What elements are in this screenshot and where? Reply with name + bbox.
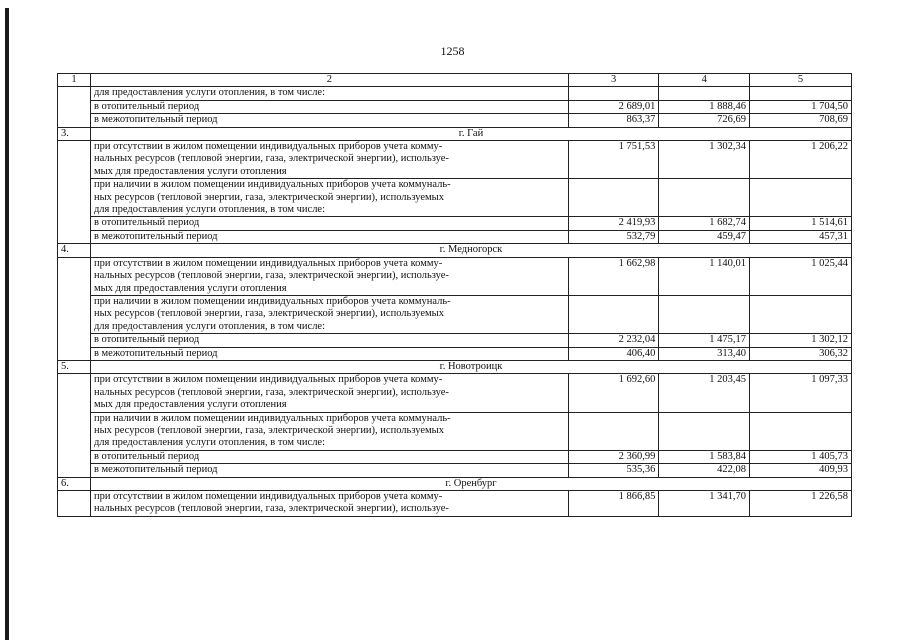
value-cell-col5	[750, 412, 852, 450]
row-index: 3.	[58, 127, 91, 140]
value-cell-col4: 1 341,70	[659, 491, 750, 517]
table-row	[58, 347, 852, 360]
value-cell-col5: 1 025,44	[750, 257, 852, 295]
table-row	[58, 100, 852, 113]
row-index: 5.	[58, 360, 91, 373]
row-label: при отсутствии в жилом помещении индивидуальных приборов учета комму- нальных ресурсов (тепловой энергии, газа, электрической энергии), используе-	[90, 491, 568, 517]
value-cell-col4: 1 475,17	[659, 334, 750, 347]
header-cell-1: 1	[58, 74, 91, 87]
table-row	[58, 141, 852, 179]
row-label: в отопительный период	[90, 450, 568, 463]
header-cell-5: 5	[750, 74, 852, 87]
value-cell-col5	[750, 295, 852, 333]
value-cell-col3: 1 751,53	[568, 141, 659, 179]
value-cell-col4: 1 583,84	[659, 450, 750, 463]
table-row	[58, 374, 852, 412]
table-row	[58, 230, 852, 243]
header-cell-3: 3	[568, 74, 659, 87]
table-row	[58, 217, 852, 230]
value-cell-col4: 1 140,01	[659, 257, 750, 295]
value-cell-col3: 532,79	[568, 230, 659, 243]
value-cell-col3: 863,37	[568, 114, 659, 127]
page-number: 1258	[440, 44, 465, 58]
value-cell-col4: 313,40	[659, 347, 750, 360]
city-row	[58, 360, 852, 373]
value-cell-col4: 1 203,45	[659, 374, 750, 412]
value-cell-col5: 1 514,61	[750, 217, 852, 230]
table-row	[58, 114, 852, 127]
value-cell-col4: 1 302,34	[659, 141, 750, 179]
row-label: при отсутствии в жилом помещении индивидуальных приборов учета комму- нальных ресурсов (тепловой энергии, газа, электрической энергии), используе- мых для предоставления услуги отопления	[90, 141, 568, 179]
header-cell-4: 4	[659, 74, 750, 87]
table-row	[58, 295, 852, 333]
value-cell-col3	[568, 295, 659, 333]
value-cell-col5: 1 704,50	[750, 100, 852, 113]
row-index-blank	[58, 491, 91, 517]
tariff-table	[57, 73, 852, 517]
row-index-blank	[58, 374, 91, 477]
row-label: в отопительный период	[90, 217, 568, 230]
value-cell-col5: 1 302,12	[750, 334, 852, 347]
row-index: 4.	[58, 244, 91, 257]
table-row	[58, 87, 852, 100]
city-row	[58, 127, 852, 140]
row-label: при отсутствии в жилом помещении индивидуальных приборов учета комму- нальных ресурсов (тепловой энергии, газа, электрической энергии), используе- мых для предоставления услуги отопления	[90, 374, 568, 412]
value-cell-col4	[659, 179, 750, 217]
value-cell-col3: 2 360,99	[568, 450, 659, 463]
value-cell-col3: 1 866,85	[568, 491, 659, 517]
row-label: в отопительный период	[90, 334, 568, 347]
row-label: при наличии в жилом помещении индивидуальных приборов учета коммуналь- ных ресурсов (тепловой энергии, газа, электрической энергии), используемых для предоставления услуги отопления, в том числе:	[90, 412, 568, 450]
table-row	[58, 464, 852, 477]
value-cell-col4: 459,47	[659, 230, 750, 243]
city-name: г. Медногорск	[90, 244, 851, 257]
value-cell-col4	[659, 295, 750, 333]
value-cell-col4: 1 682,74	[659, 217, 750, 230]
value-cell-col5	[750, 87, 852, 100]
table-row	[58, 412, 852, 450]
row-label: в межотопительный период	[90, 230, 568, 243]
row-label: в отопительный период	[90, 100, 568, 113]
value-cell-col4: 1 888,46	[659, 100, 750, 113]
value-cell-col3	[568, 179, 659, 217]
value-cell-col4	[659, 412, 750, 450]
value-cell-col3	[568, 87, 659, 100]
row-index-blank	[58, 257, 91, 360]
row-index-blank	[58, 87, 91, 127]
value-cell-col4	[659, 87, 750, 100]
binding-edge	[5, 8, 9, 640]
row-label: в межотопительный период	[90, 464, 568, 477]
table-row	[58, 257, 852, 295]
value-cell-col3: 535,36	[568, 464, 659, 477]
city-row	[58, 244, 852, 257]
table-header-row	[58, 74, 852, 87]
row-label: в межотопительный период	[90, 114, 568, 127]
value-cell-col3: 1 692,60	[568, 374, 659, 412]
value-cell-col5	[750, 179, 852, 217]
value-cell-col5: 457,31	[750, 230, 852, 243]
value-cell-col5: 708,69	[750, 114, 852, 127]
row-index-blank	[58, 141, 91, 244]
value-cell-col3: 1 662,98	[568, 257, 659, 295]
row-label: в межотопительный период	[90, 347, 568, 360]
city-name: г. Новотроицк	[90, 360, 851, 373]
value-cell-col5: 409,93	[750, 464, 852, 477]
value-cell-col3: 406,40	[568, 347, 659, 360]
value-cell-col4: 726,69	[659, 114, 750, 127]
value-cell-col5: 1 226,58	[750, 491, 852, 517]
row-index: 6.	[58, 477, 91, 490]
value-cell-col3: 2 232,04	[568, 334, 659, 347]
tariff-table-body	[58, 74, 852, 517]
value-cell-col5: 1 206,22	[750, 141, 852, 179]
row-label: при отсутствии в жилом помещении индивидуальных приборов учета комму- нальных ресурсов (тепловой энергии, газа, электрической энергии), используе- мых для предоставления услуги отопления	[90, 257, 568, 295]
value-cell-col5: 1 097,33	[750, 374, 852, 412]
city-name: г. Гай	[90, 127, 851, 140]
value-cell-col3: 2 689,01	[568, 100, 659, 113]
row-label: для предоставления услуги отопления, в том числе:	[90, 87, 568, 100]
value-cell-col5: 306,32	[750, 347, 852, 360]
table-row	[58, 491, 852, 517]
row-label: при наличии в жилом помещении индивидуальных приборов учета коммуналь- ных ресурсов (тепловой энергии, газа, электрической энергии), используемых для предоставления услуги отопления, в том числе:	[90, 179, 568, 217]
city-name: г. Оренбург	[90, 477, 851, 490]
table-row	[58, 334, 852, 347]
table-row	[58, 179, 852, 217]
value-cell-col3	[568, 412, 659, 450]
table-row	[58, 450, 852, 463]
city-row	[58, 477, 852, 490]
value-cell-col3: 2 419,93	[568, 217, 659, 230]
header-cell-2: 2	[90, 74, 568, 87]
value-cell-col4: 422,08	[659, 464, 750, 477]
row-label: при наличии в жилом помещении индивидуальных приборов учета коммуналь- ных ресурсов (тепловой энергии, газа, электрической энергии), используемых для предоставления услуги отопления, в том числе:	[90, 295, 568, 333]
value-cell-col5: 1 405,73	[750, 450, 852, 463]
